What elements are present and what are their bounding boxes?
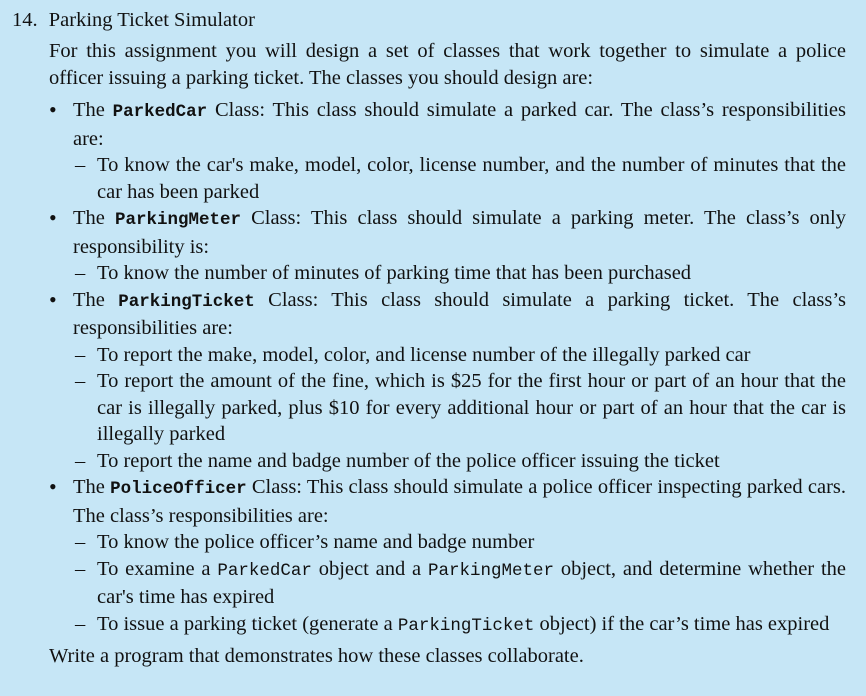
responsibility-item [73,342,846,369]
class-description: Class: This class should simulate a police officer inspecting parked cars. The class’s responsibilities are: [73,476,846,527]
exercise-title: Parking Ticket Simulator [48,9,255,31]
responsibility-item [73,368,846,448]
bullet-icon: • [49,97,57,122]
responsibility-item [73,152,846,205]
dash-icon: – [75,531,86,553]
class-item-parkingticket [49,287,846,475]
class-item-parkedcar [49,97,846,205]
exercise-body [49,38,846,670]
class-description: Class: This class should simulate a parking meter. The class’s only responsibility is: [73,207,847,258]
responsibility-text: object) if the car’s time has expired [539,612,830,635]
class-prefix: The [73,476,105,498]
responsibility-item [73,260,846,287]
responsibility-text: To know the car's make, model, color, license number, and the number of minutes that the car has been parked [97,154,846,203]
responsibility-list [73,260,846,287]
class-prefix: The [73,207,105,229]
bullet-icon: • [49,205,57,230]
responsibility-text: To issue a parking ticket (generate a [97,612,393,635]
responsibility-list [73,342,846,475]
class-item-policeofficer [49,474,846,639]
exercise-number: 14. [12,9,38,31]
responsibility-text: To report the amount of the fine, which is $25 for the first hour or part of an hour that the car is illegally parked, plus $10 for every additional hour or part of an hour that the car is illegally parked [97,370,846,445]
exercise-heading [12,6,846,34]
responsibility-list [73,529,846,639]
class-prefix: The [73,99,105,121]
class-description: Class: This class should simulate a parking ticket. The class’s responsibilities are: [73,288,847,339]
responsibility-text: object and a [318,557,422,580]
closing-paragraph: Write a program that demonstrates how these classes collaborate. [49,645,584,667]
responsibility-item [73,529,846,556]
responsibility-item-issue [73,611,846,640]
responsibility-text: To know the police officer’s name and badge number [97,531,535,553]
responsibility-item-examine [73,556,846,611]
dash-icon: – [75,370,86,392]
responsibility-text: To know the number of minutes of parking time that has been purchased [97,262,692,284]
dash-icon: – [75,612,86,635]
dash-icon: – [75,557,86,580]
inline-code: ParkingTicket [397,615,535,636]
class-list [49,97,846,639]
bullet-icon: • [49,474,57,499]
inline-code: ParkingMeter [427,560,555,581]
bullet-icon: • [49,286,57,312]
dash-icon: – [75,449,86,472]
class-name: ParkedCar [112,102,208,122]
responsibility-text: To report the make, model, color, and license number of the illegally parked car [97,343,751,366]
responsibility-text: To examine a [97,557,211,580]
class-name: ParkingTicket [118,291,255,312]
responsibility-item [73,448,846,475]
class-prefix: The [73,288,105,311]
responsibility-list [73,152,846,205]
class-item-parkingmeter [49,205,846,287]
class-description: Class: This class should simulate a parked car. The class’s responsibilities are: [73,99,846,150]
class-name: PoliceOfficer [110,479,247,499]
class-name: ParkingMeter [114,210,241,230]
dash-icon: – [75,262,86,284]
inline-code: ParkedCar [217,560,312,581]
dash-icon: – [75,154,86,176]
dash-icon: – [75,343,86,366]
responsibility-text: To report the name and badge number of the police officer issuing the ticket [97,449,720,472]
intro-paragraph: For this assignment you will design a set of classes that work together to simulate a police officer issuing a parking ticket. The classes you should design are: [49,40,846,89]
responsibility-text: object, and determine whether the car's time has expired [97,557,846,608]
